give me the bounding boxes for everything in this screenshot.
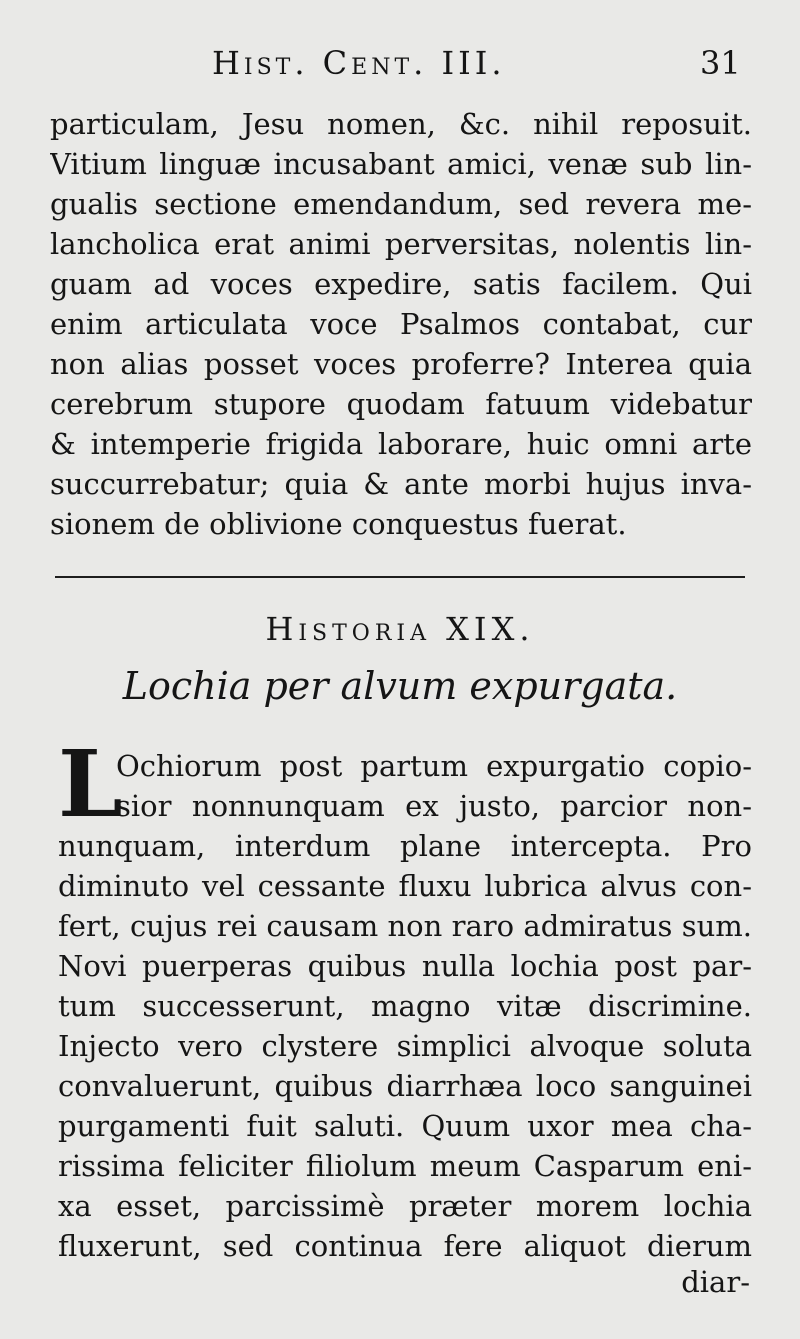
catchword: diar- — [681, 1265, 750, 1299]
text-line: & intemperie frigida laborare, huic omni arte — [50, 427, 752, 461]
text-line: succurrebatur; quia & ante morbi hujus inva- — [50, 467, 752, 501]
drop-cap: L — [58, 730, 123, 838]
text-line: fert, cujus rei causam non raro admiratus sum. — [58, 909, 752, 943]
text-line: enim articulata voce Psalmos contabat, cur — [50, 307, 752, 341]
text-line: convaluerunt, quibus diarrhæa loco sanguinei — [58, 1069, 752, 1103]
text-line: xa esset, parcissimè præter morem lochia — [58, 1189, 752, 1223]
text-line: rissima feliciter filiolum meum Casparum eni- — [58, 1149, 752, 1183]
text-line: nunquam, interdum plane intercepta. Pro — [58, 829, 752, 863]
text-line: fluxerunt, sed continua fere aliquot dierum — [58, 1229, 752, 1263]
text-line: tum successerunt, magno vitæ discrimine. — [58, 989, 752, 1023]
section-heading: Historia XIX. — [265, 610, 535, 648]
text-line: non alias posset voces proferre? Interea quia — [50, 347, 752, 381]
text-line: Injecto vero clystere simplici alvoque soluta — [58, 1029, 752, 1063]
text-line: diminuto vel cessante fluxu lubrica alvus con- — [58, 869, 752, 903]
text-line: Vitium linguæ incusabant amici, venæ sub lin- — [50, 147, 752, 181]
paragraph-continued — [50, 104, 752, 544]
section-subheading: Lochia per alvum expurgata. — [122, 664, 678, 708]
text-line: Novi puerperas quibus nulla lochia post par- — [58, 949, 752, 983]
text-line: lancholica erat animi perversitas, nolentis lin- — [50, 227, 752, 261]
text-line: guam ad voces expedire, satis facilem. Qui — [50, 267, 752, 301]
running-head-title: Hist. Cent. III. — [212, 44, 506, 82]
text-line: Ochiorum post partum expurgatio copio- — [116, 749, 752, 783]
page-number: 31 — [700, 44, 741, 82]
text-line: purgamenti fuit saluti. Quum uxor mea cha- — [58, 1109, 752, 1143]
text-line: sior nonnunquam ex justo, parcior non- — [116, 789, 752, 823]
paragraph-historia — [58, 730, 752, 1266]
text-line: particulam, Jesu nomen, &c. nihil reposuit. — [50, 107, 752, 141]
text-line: sionem de oblivione conquestus fuerat. — [50, 507, 627, 541]
text-line: cerebrum stupore quodam fatuum videbatur — [50, 387, 752, 421]
text-line: gualis sectione emendandum, sed revera me- — [50, 187, 752, 221]
section-divider — [55, 576, 745, 578]
running-head — [0, 40, 800, 90]
